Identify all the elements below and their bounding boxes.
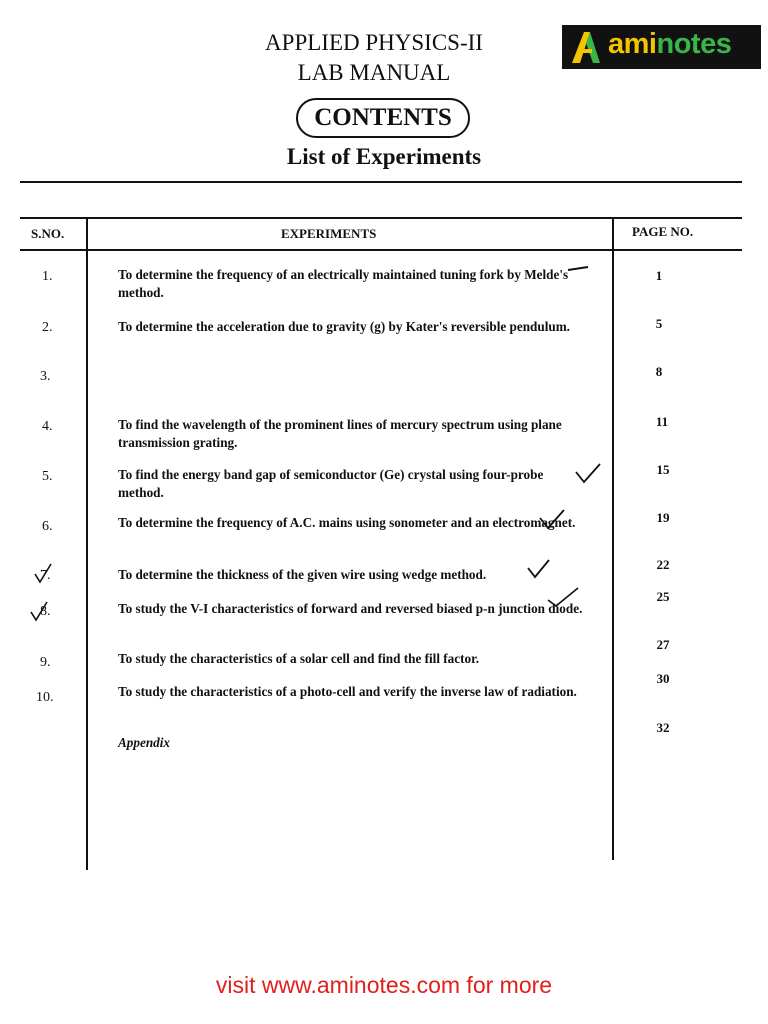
row-page: 8 xyxy=(655,364,663,379)
aminotes-logo-text xyxy=(608,28,731,61)
column-divider-left xyxy=(86,218,88,870)
row-page: 1 xyxy=(655,268,663,283)
row-experiment: To determine the frequency of A.C. mains using sonometer and an electromagnet. xyxy=(118,515,576,530)
column-divider-right xyxy=(612,218,614,860)
tick-mark-row-5 xyxy=(574,462,604,486)
row-experiment: To study the characteristics of a solar cell and find the fill factor. xyxy=(118,651,480,666)
row-page: 19 xyxy=(656,510,670,525)
aminotes-logo-icon xyxy=(568,29,604,65)
row-sno: 9. xyxy=(40,655,51,670)
table-header-bottom-border xyxy=(20,249,742,251)
row-page: 11 xyxy=(655,414,669,429)
row-sno: 5. xyxy=(42,469,53,484)
row-sno: 2. xyxy=(42,320,53,335)
row-experiment: To determine the frequency of an electrically maintained tuning fork by Melde's method. xyxy=(118,267,569,300)
dash-mark-row-1 xyxy=(566,264,590,274)
tick-mark-row-6 xyxy=(538,508,568,532)
row-experiment: To determine the acceleration due to gravity (g) by Kater's reversible pendulum. xyxy=(118,319,570,334)
row-experiment: To find the energy band gap of semiconductor (Ge) crystal using four-probe method. xyxy=(118,467,544,500)
tick-mark-sno-8 xyxy=(30,600,50,622)
column-header-page-no: PAGE NO. xyxy=(632,224,694,239)
table-top-border xyxy=(20,217,742,219)
logo-text-notes: notes xyxy=(656,28,732,60)
logo-text-ami: ami xyxy=(608,28,657,60)
row-sno: 3. xyxy=(40,369,51,384)
tick-mark-row-7 xyxy=(526,558,552,580)
row-sno: 6. xyxy=(42,519,53,534)
appendix-label: Appendix xyxy=(118,735,171,750)
document-subtitle-lab-manual: LAB MANUAL xyxy=(297,60,451,85)
row-experiment: To study the characteristics of a photo-cell and verify the inverse law of radiation. xyxy=(118,684,577,699)
row-experiment: To study the V-I characteristics of forward and reversed biased p-n junction diode. xyxy=(118,601,583,616)
contents-heading: CONTENTS xyxy=(296,98,470,138)
row-page: 22 xyxy=(656,557,670,572)
header-divider xyxy=(20,181,742,183)
row-sno: 10. xyxy=(36,690,54,705)
column-header-experiments: EXPERIMENTS xyxy=(281,226,377,241)
row-page: 27 xyxy=(656,637,670,652)
row-sno: 1. xyxy=(42,269,53,284)
footer-promo-link[interactable]: visit www.aminotes.com for more xyxy=(215,972,553,998)
column-header-sno: S.NO. xyxy=(31,226,65,241)
row-page: 5 xyxy=(655,316,663,331)
tick-mark-sno-7 xyxy=(34,562,54,584)
row-experiment: To determine the thickness of the given wire using wedge method. xyxy=(118,567,487,582)
document-title: APPLIED PHYSICS-II xyxy=(265,30,483,55)
row-sno: 8. xyxy=(40,604,51,619)
tick-mark-row-8 xyxy=(546,586,582,610)
row-page: 32 xyxy=(656,720,670,735)
row-sno: 4. xyxy=(42,419,53,434)
row-sno: 7. xyxy=(40,568,51,583)
row-experiment: To find the wavelength of the prominent lines of mercury spectrum using plane transmission grating. xyxy=(118,417,562,450)
row-page: 25 xyxy=(656,589,670,604)
list-of-experiments-heading: List of Experiments xyxy=(286,144,482,169)
row-page: 30 xyxy=(656,671,670,686)
row-page: 15 xyxy=(656,462,670,477)
aminotes-logo xyxy=(562,25,761,69)
